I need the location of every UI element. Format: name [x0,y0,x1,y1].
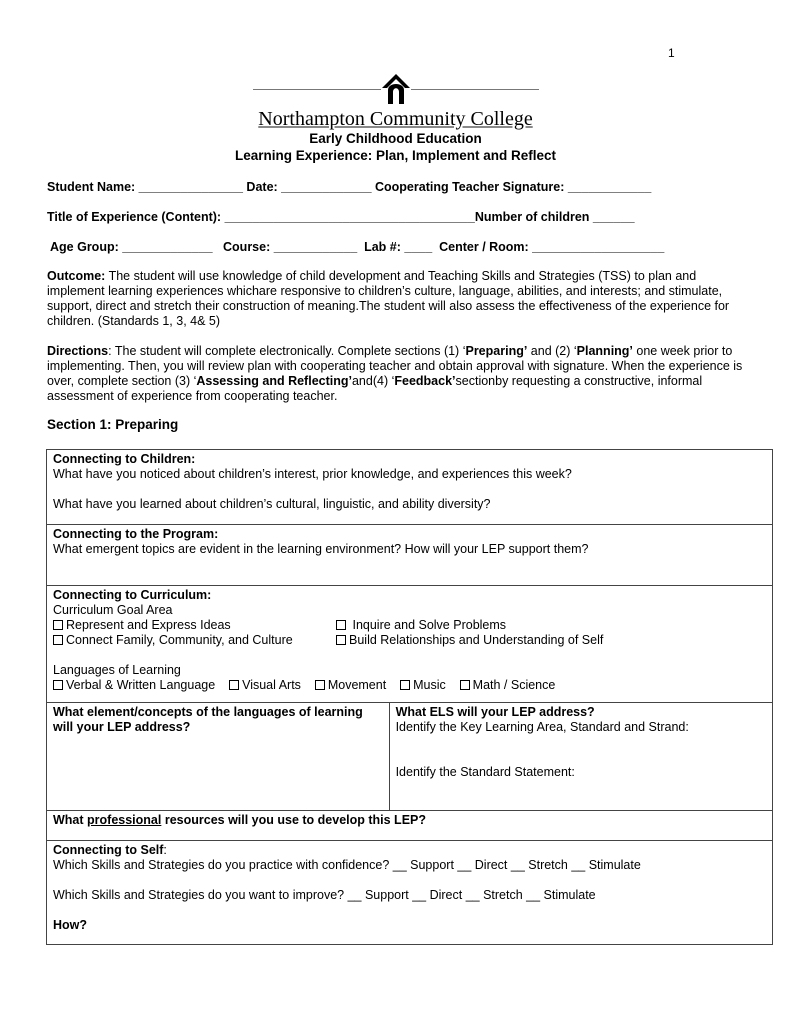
form-title: Learning Experience: Plan, Implement and Reflect [234,148,557,163]
checkbox-music[interactable]: Music [400,678,446,692]
program-question: What emergent topics are evident in the learning environment? How will your LEP support them? [53,542,589,556]
checkbox-movement[interactable]: Movement [315,678,386,692]
preparing-table [46,449,773,945]
page-number: 1 [668,46,675,60]
outcome-paragraph [47,269,757,329]
els-question-2: Identify the Standard Statement: [395,765,575,779]
children-row [47,450,773,525]
checkbox-represent-ideas[interactable]: Represent and Express Ideas [53,618,231,632]
curriculum-row [47,586,773,703]
checkbox-connect-family[interactable]: Connect Family, Community, and Culture [53,633,293,647]
checkbox-math-science[interactable]: Math / Science [460,678,556,692]
els-question-1: Identify the Key Learning Area, Standard and Strand: [395,720,689,734]
self-row [47,841,773,945]
checkbox-inquire-solve[interactable]: Inquire and Solve Problems [336,618,506,633]
college-logo-icon [380,72,412,106]
resources-row [47,811,773,841]
languages-options [53,678,766,693]
directions-label: Directions [47,344,109,358]
children-question-2: What have you learned about children’s cultural, linguistic, and ability diversity? [53,497,491,511]
languages-label: Languages of Learning [53,663,181,677]
goal-area-label: Curriculum Goal Area [53,603,173,617]
elements-question: What element/concepts of the languages of learning will your LEP address? [53,705,363,734]
self-question-2: Which Skills and Strategies do you want to improve? __ Support __ Direct __ Stretch __ Stimulate [53,888,596,902]
experience-title-line: Title of Experience (Content): ____________________________________Number of children ______ [47,210,635,224]
section-heading: Section 1: Preparing [47,417,179,432]
resources-question: What professional resources will you use to develop this LEP? [53,813,427,827]
directions-paragraph: Directions: The student will complete electronically. Complete sections (1) ‘Preparing’ and (2) ‘Planning’ one week prior to implementing. Then, you will review plan with cooperating teacher and obtain approval with signature. When the experience is over, complete section (3) ‘Assessing and Reflecting’and(4) ‘Feedback’sectionby requesting a constructive, informal assessment of experience from cooperating teacher. [47,344,743,403]
self-title: Connecting to Self: [53,843,167,857]
college-name: Northampton Community College [258,108,533,130]
els-title: What ELS will your LEP address? [395,705,595,719]
self-question-1: Which Skills and Strategies do you practice with confidence? __ Support __ Direct __ Stretch __ Stimulate [53,858,641,872]
children-question-1: What have you noticed about children’s interest, prior knowledge, and experiences this week? [53,467,572,481]
elements-row [47,703,773,811]
checkbox-verbal-written[interactable]: Verbal & Written Language [53,678,215,692]
logo-rule-left [253,89,381,90]
children-title: Connecting to Children: [53,452,196,466]
how-label: How? [53,918,88,932]
curriculum-title: Connecting to Curriculum: [53,588,212,602]
checkbox-visual-arts[interactable]: Visual Arts [229,678,301,692]
department-title: Early Childhood Education [309,131,482,146]
outcome-text: The student will use knowledge of child development and Teaching Skills and Strategies (TSS) to plan and implement learning experiences whichare responsive to children’s culture, language, abilities, and interests; and stimulate, support, direct and stretch their construction of meaning.The student will also assess the effectiveness of the experience for children. (Standards 1, 3, 4& 5) [47,269,730,328]
age-group-line: Age Group: _____________ Course: ____________ Lab #: ____ Center / Room: ___________________ [47,240,665,254]
program-title: Connecting to the Program: [53,527,219,541]
checkbox-build-relationships[interactable]: Build Relationships and Understanding of Self [336,633,603,648]
logo-rule-right [411,89,539,90]
program-row [47,525,773,586]
outcome-label: Outcome: [47,269,106,283]
student-info-line: Student Name: _______________ Date: _____________ Cooperating Teacher Signature: ____________ [47,180,652,194]
